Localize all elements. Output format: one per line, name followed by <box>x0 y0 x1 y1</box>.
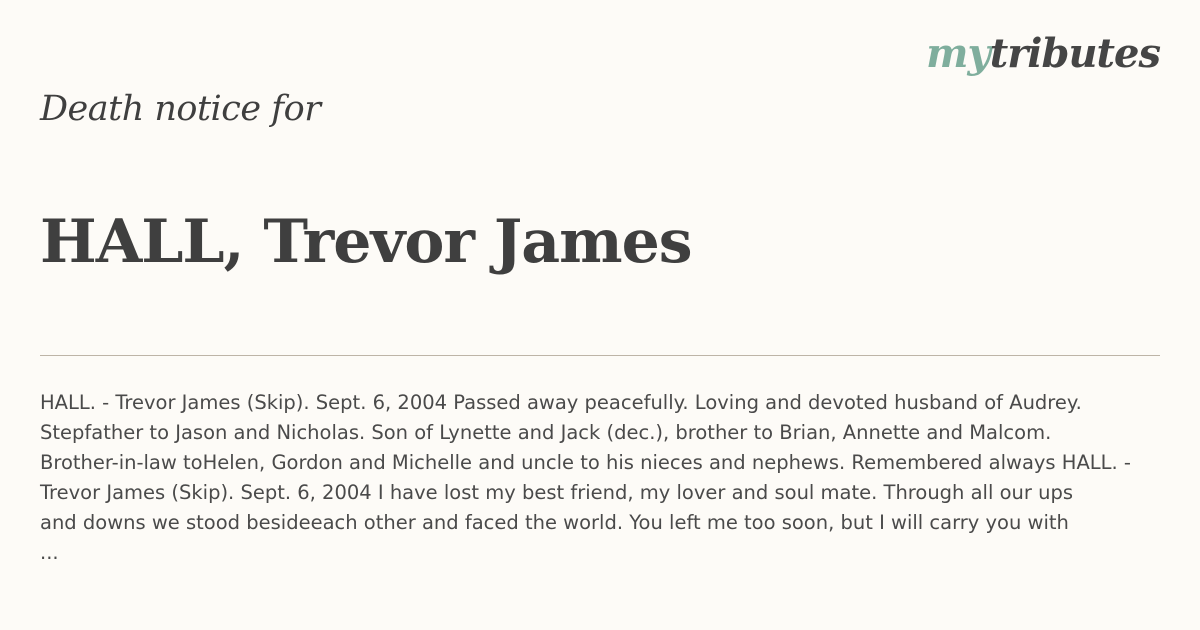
page-subtitle: Death notice for <box>40 89 321 129</box>
deceased-name: HALL, Trevor James <box>40 207 692 277</box>
logo-my: my <box>926 30 990 77</box>
divider <box>40 355 1160 356</box>
mytributes-logo[interactable] <box>926 30 1160 77</box>
notice-text: HALL. - Trevor James (Skip). Sept. 6, 2004 Passed away peacefully. Loving and devoted husband of Audrey. Stepfather to Jason and Nicholas. Son of Lynette and Jack (dec.), brother to Brian, Annette and Malcom. Brother-in-law toHelen, Gordon and Michelle and uncle to his nieces and nephews. Remembered always HALL. - Trevor James (Skip). Sept. 6, 2004 I have lost my best friend, my lover and soul mate. Through all our ups and downs we stood besideeach other and faced the world. You left me too soon, but I will carry you with ... <box>40 391 1131 564</box>
logo-tributes: tributes <box>989 30 1160 77</box>
